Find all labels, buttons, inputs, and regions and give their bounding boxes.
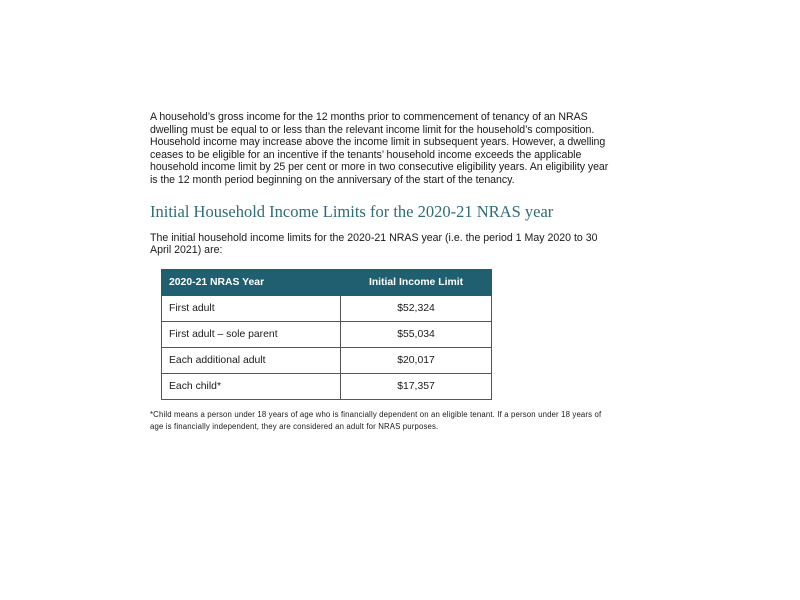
lead-paragraph: The initial household income limits for the 2020-21 NRAS year (i.e. the period 1 May 2020 to 30 April 2021) are:	[150, 231, 598, 257]
document-page	[150, 111, 610, 434]
income-limits-table	[161, 269, 492, 400]
row-value: $17,357	[341, 373, 492, 399]
row-label: First adult – sole parent	[162, 321, 341, 347]
table-row	[162, 295, 492, 321]
table-row	[162, 347, 492, 373]
column-header-year: 2020-21 NRAS Year	[162, 269, 341, 295]
table-row	[162, 373, 492, 399]
row-label: First adult	[162, 295, 341, 321]
section-heading: Initial Household Income Limits for the 2020-21 NRAS year	[150, 201, 554, 221]
row-value: $20,017	[341, 347, 492, 373]
table-row	[162, 321, 492, 347]
row-value: $52,324	[341, 295, 492, 321]
row-label: Each child*	[162, 373, 341, 399]
footnote: *Child means a person under 18 years of age who is financially dependent on an eligible tenant. If a person under 18 years of age is financially independent, they are considered an adult for NRAS purposes.	[150, 409, 602, 432]
intro-paragraph: A household’s gross income for the 12 months prior to commencement of tenancy of an NRAS dwelling must be equal to or less than the relevant income limit for the household’s composition. Household income may increase above the income limit in subsequent years. However, a dwelling ceases to be eligible for an incentive if the tenants’ household income exceeds the applicable household income limit by 25 per cent or more in two consecutive eligibility years. An eligibility year is the 12 month period beginning on the anniversary of the start of the tenancy.	[150, 111, 609, 186]
table-header-row	[162, 269, 492, 295]
column-header-limit: Initial Income Limit	[341, 269, 492, 295]
row-value: $55,034	[341, 321, 492, 347]
row-label: Each additional adult	[162, 347, 341, 373]
